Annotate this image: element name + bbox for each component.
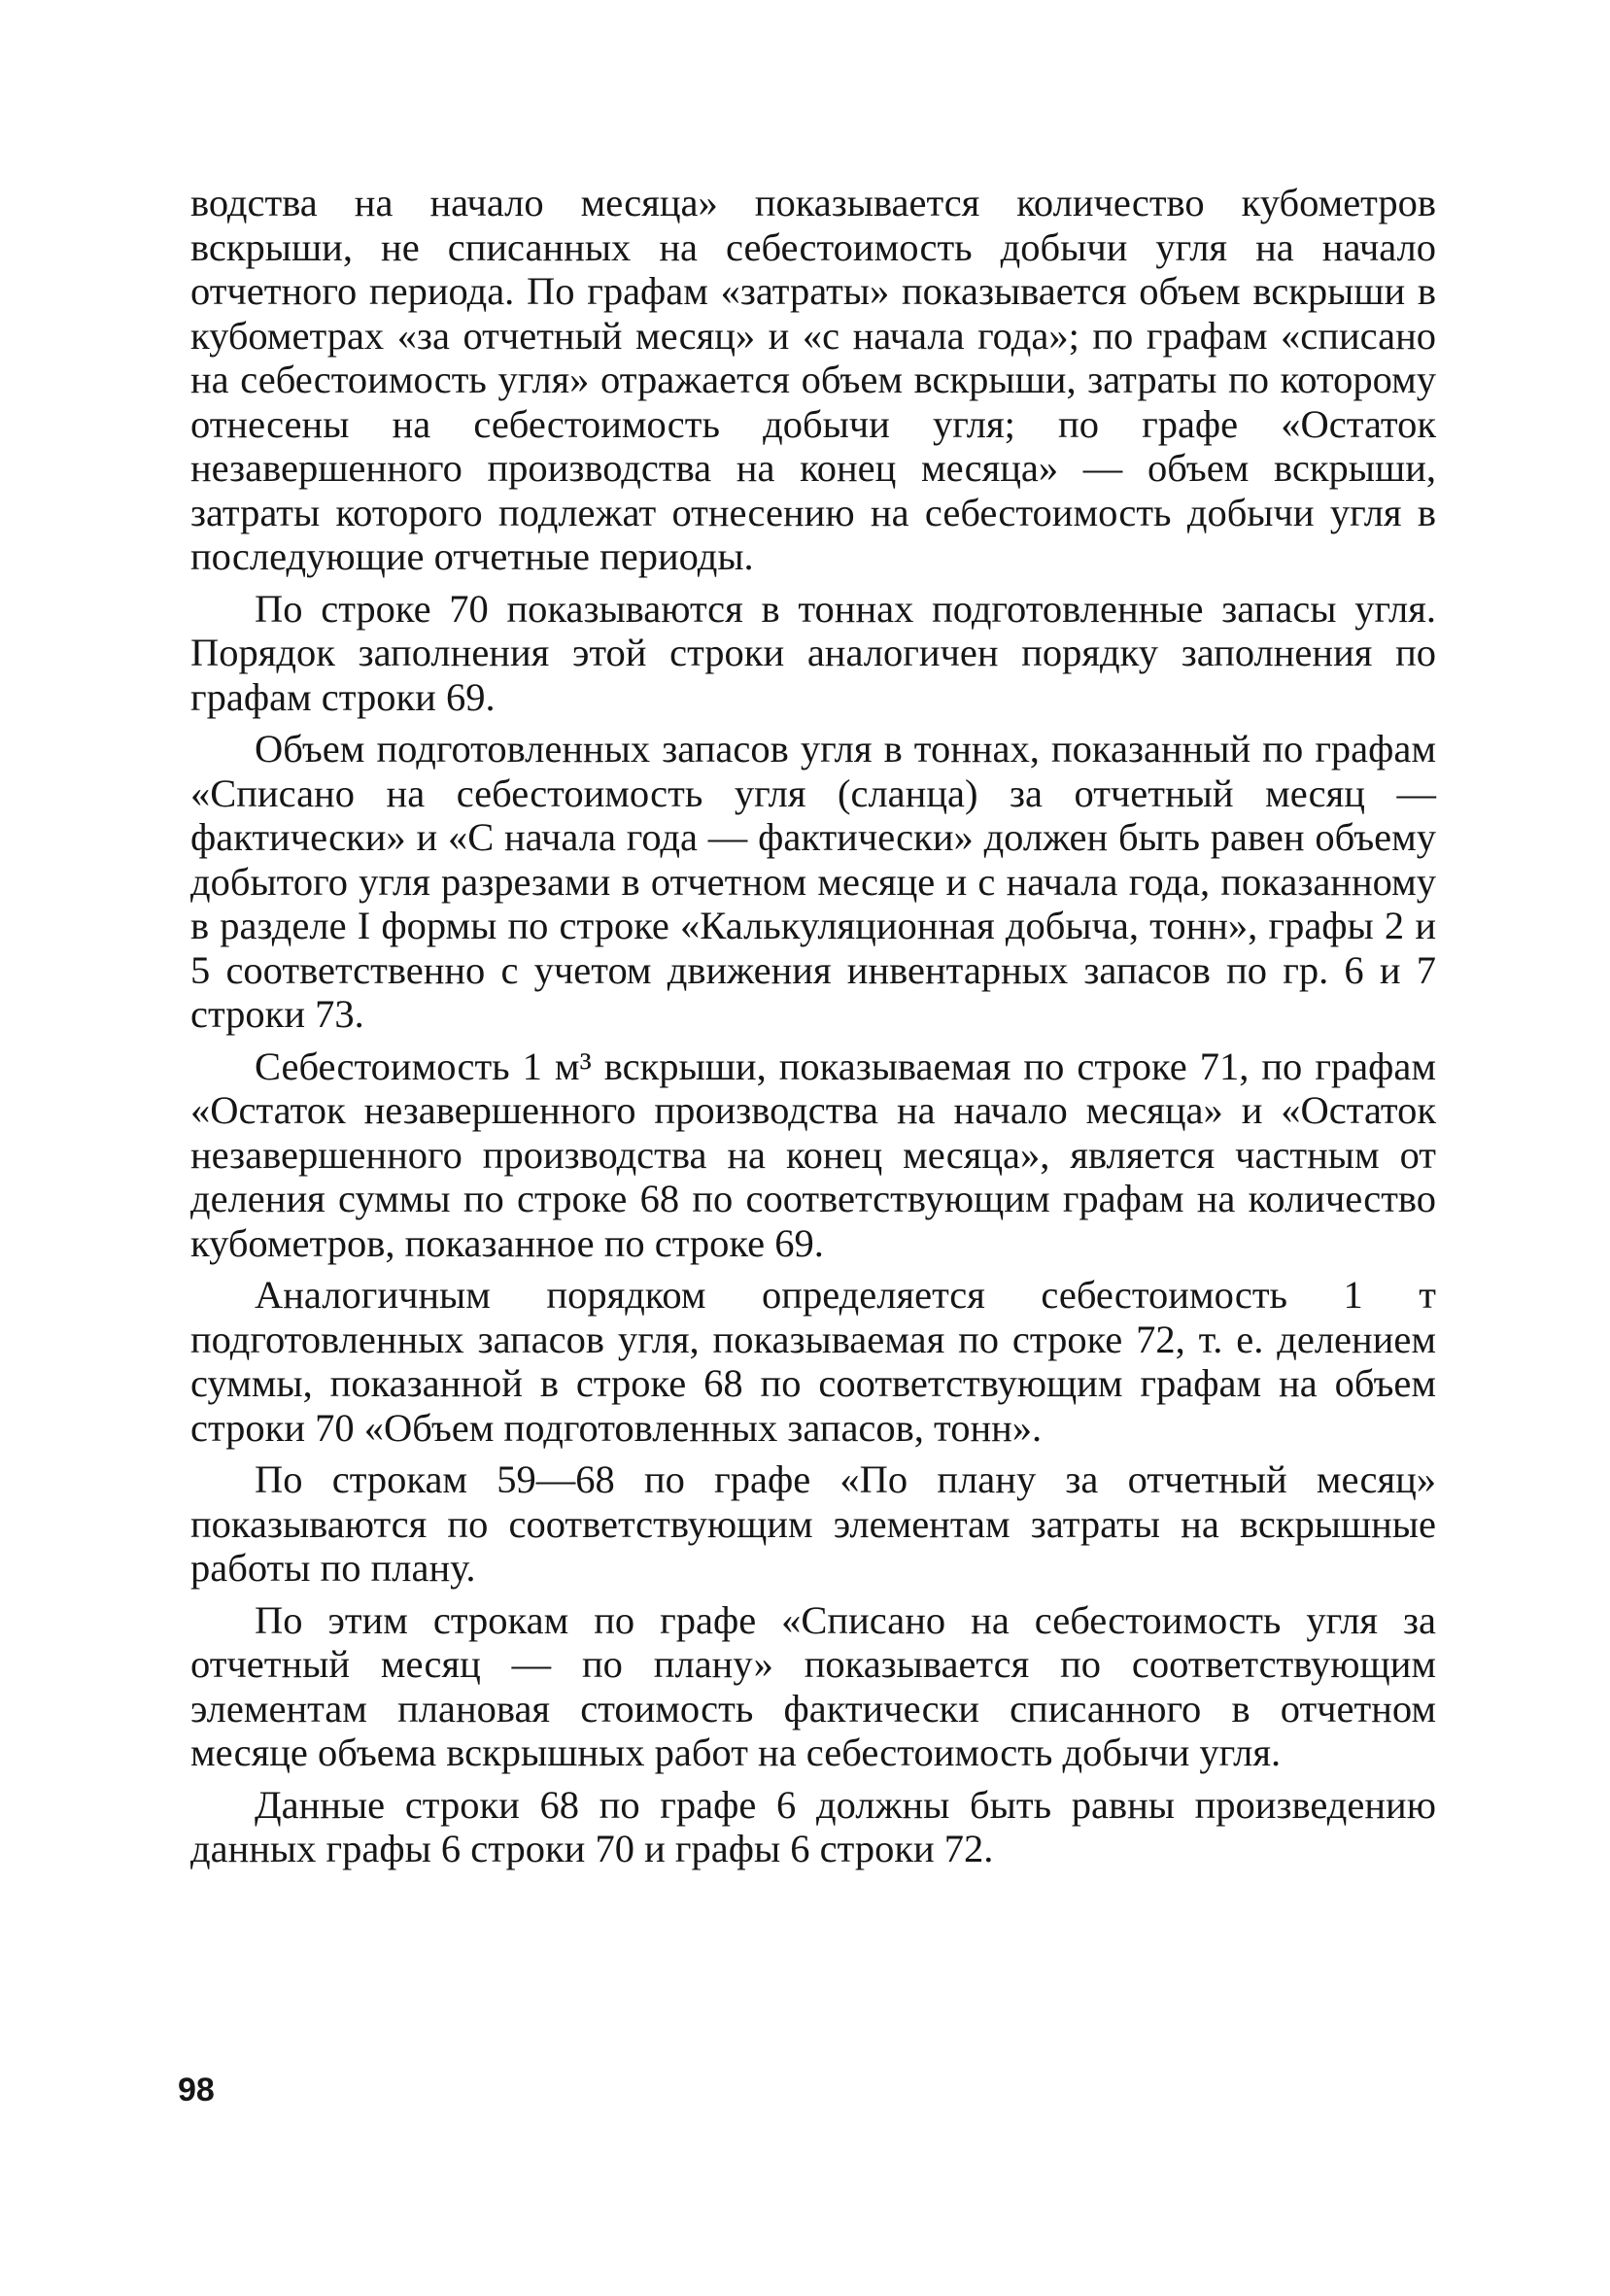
paragraph-continuation: водства на начало месяца» показывается количество кубометров вскрыши, не списанных на себестоимость добычи угля на начало отчетного периода. По графам «затраты» показывается объем вскрыши в кубометрах «за отчетный месяц» и «с начала года»; по графам «списано на себестоимость угля» отражается объем вскрыши, затраты по которому отнесены на себестоимость добычи угля; по графе «Остаток незавершенного производства на конец месяца» — объем вскрыши, затраты которого подлежат отнесению на себестоимость добычи угля в последующие отчетные периоды. bbox=[190, 181, 1436, 578]
paragraph-prepared-reserves: Объем подготовленных запасов угля в тоннах, показанный по графам «Списано на себестоимость угля (сланца) за отчетный месяц — фактически» и «С начала года — фактически» должен быть равен объему добытого угля разрезами в отчетном месяце и с начала года, показанному в разделе I формы по строке «Калькуляционная добыча, тонн», графы 2 и 5 соответственно с учетом движения инвентарных запасов по гр. 6 и 7 строки 73. bbox=[190, 727, 1436, 1036]
page-body bbox=[190, 181, 1436, 1879]
paragraph-line-68-check: Данные строки 68 по графе 6 должны быть равны произведению данных графы 6 строки 70 и графы 6 строки 72. bbox=[190, 1782, 1436, 1870]
paragraph-lines-59-68-written-off: По этим строкам по графе «Списано на себестоимость угля за отчетный месяц — по плану» показывается по соответствующим элементам плановая стоимость фактически списанного в отчетном месяце объема вскрышных работ на себестоимость добычи угля. bbox=[190, 1597, 1436, 1774]
page-number: 98 bbox=[178, 2072, 215, 2108]
paragraph-line-70: По строке 70 показываются в тоннах подготовленные запасы угля. Порядок заполнения этой строки аналогичен порядку заполнения по графам строки 69. bbox=[190, 586, 1436, 719]
paragraph-cost-line-71: Себестоимость 1 м³ вскрыши, показываемая по строке 71, по графам «Остаток незавершенного производства на начало месяца» и «Остаток незавершенного производства на конец месяца», является частным от деления суммы по строке 68 по соответствующим графам на количество кубометров, показанное по строке 69. bbox=[190, 1044, 1436, 1265]
paragraph-cost-line-72: Аналогичным порядком определяется себестоимость 1 т подготовленных запасов угля, показываемая по строке 72, т. е. делением суммы, показанной в строке 68 по соответствующим графам на объем строки 70 «Объем подготовленных запасов, тонн». bbox=[190, 1273, 1436, 1450]
paragraph-lines-59-68-plan: По строкам 59—68 по графе «По плану за отчетный месяц» показываются по соответствующим элементам затраты на вскрышные работы по плану. bbox=[190, 1457, 1436, 1590]
